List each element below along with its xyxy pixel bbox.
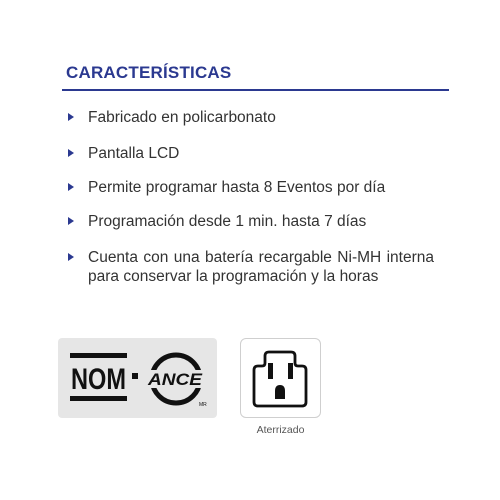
outlet-badge bbox=[240, 338, 321, 418]
feature-item bbox=[68, 178, 434, 197]
bullet-triangle-icon bbox=[68, 149, 74, 157]
feature-text: Permite programar hasta 8 Eventos por día bbox=[88, 179, 386, 196]
feature-text: Fabricado en policarbonato bbox=[88, 109, 276, 126]
trademark-mark: MR bbox=[199, 402, 207, 408]
grounded-outlet-icon bbox=[252, 349, 308, 407]
ance-logo bbox=[142, 352, 206, 408]
feature-text: Pantalla LCD bbox=[88, 145, 180, 162]
outlet-caption: Aterrizado bbox=[256, 424, 305, 436]
bullet-triangle-icon bbox=[68, 113, 74, 121]
feature-text: Cuenta con una batería recargable Ni-MH interna para conservar la programación y la horas bbox=[88, 249, 434, 285]
feature-item bbox=[68, 212, 434, 231]
nom-logo-text: NOM bbox=[71, 363, 126, 396]
feature-text: Programación desde 1 min. hasta 7 días bbox=[88, 213, 367, 230]
certification-badges bbox=[58, 338, 217, 418]
feature-item bbox=[68, 108, 434, 127]
bullet-triangle-icon bbox=[68, 217, 74, 225]
feature-item bbox=[68, 248, 434, 286]
feature-item bbox=[68, 144, 434, 163]
nom-logo bbox=[69, 352, 128, 402]
bullet-triangle-icon bbox=[68, 253, 74, 261]
bullet-triangle-icon bbox=[68, 183, 74, 191]
ance-logo-text: ANCE bbox=[146, 370, 203, 389]
separator-dot bbox=[132, 373, 138, 379]
section-title: CARACTERÍSTICAS bbox=[66, 63, 232, 82]
title-underline bbox=[62, 89, 449, 91]
